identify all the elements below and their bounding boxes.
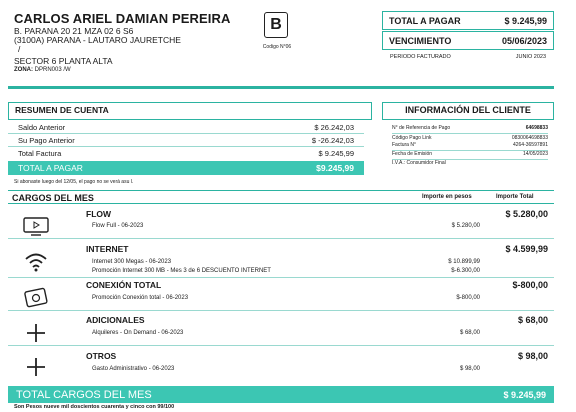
divider	[8, 238, 554, 239]
resumen-row-value: $ 26.242,03	[314, 122, 354, 132]
zona-value: DPRN003 /W	[34, 67, 71, 73]
header-total-value: $ 9.245,99	[504, 15, 547, 26]
cliente-row-value: 64698833	[525, 125, 548, 131]
zona	[14, 67, 71, 73]
wifi-icon	[14, 245, 58, 279]
charge-amount: $ 10.899,99	[448, 259, 480, 265]
address-line-3: /	[18, 44, 21, 54]
cliente-row	[392, 151, 548, 157]
charge-line: Promoción Internet 300 MB - Mes 3 de 6 DESCUENTO INTERNET	[92, 268, 271, 274]
cliente-row-value: 4264-36597891	[512, 142, 548, 148]
section-total-internet: $ 4.599,99	[505, 244, 548, 254]
address-line-1: B. PARANA 20 21 MZA 02 6 S6	[14, 26, 134, 36]
cliente-row-label: Fecha de Emisión	[392, 151, 433, 157]
section-total-conexion: $-800,00	[512, 280, 548, 290]
section-title-conexion: CONEXIÓN TOTAL	[86, 280, 162, 290]
charge-amount: $-6.300,00	[451, 268, 480, 274]
periodo-value: JUNIO 2023	[515, 54, 546, 60]
resumen-title: RESUMEN DE CUENTA	[8, 102, 372, 120]
divider	[8, 345, 554, 346]
section-total-otros: $ 98,00	[517, 351, 548, 361]
header-total-label: TOTAL A PAGAR	[389, 15, 461, 26]
charge-line: Gasto Administrativo - 06-2023	[92, 366, 175, 372]
cliente-title: INFORMACIÓN DEL CLIENTE	[382, 102, 554, 120]
charge-line: Promoción Conexión total - 06-2023	[92, 295, 189, 301]
resumen-row	[8, 134, 364, 146]
header-total-box	[382, 11, 554, 30]
amount-in-words: Son Pesos nueve mil doscientos cuarenta y cinco con 99/100	[14, 404, 175, 410]
charge-amount: $ 68,00	[459, 330, 480, 336]
resumen-row	[8, 121, 364, 133]
divider	[392, 133, 548, 134]
cliente-row-label: Factura N°	[392, 142, 416, 148]
resumen-row-label: Saldo Anterior	[18, 122, 66, 132]
cliente-row-label: I.V.A.: Consumidor Final	[392, 160, 446, 166]
total-cargos-label: TOTAL CARGOS DEL MES	[16, 388, 152, 401]
cliente-row-value: 0830064698833	[511, 135, 548, 141]
periodo-label: PERIODO FACTURADO	[390, 54, 451, 60]
cliente-row-value: 14/05/2023	[522, 151, 548, 157]
header-venc-value: 05/06/2023	[501, 35, 547, 46]
cliente-row-label: Código Pago Link	[392, 135, 432, 141]
section-title-flow: FLOW	[86, 209, 112, 219]
resumen-row-label: Su Pago Anterior	[18, 135, 75, 145]
charge-line: Internet 300 Megas - 06-2023	[92, 259, 172, 265]
resumen-row	[8, 147, 364, 159]
divider	[8, 277, 554, 278]
col-importe: Importe en pesos	[422, 194, 472, 200]
resumen-total-label: TOTAL A PAGAR	[18, 163, 83, 173]
section-total-adicionales: $ 68,00	[517, 315, 548, 325]
charge-amount: $ 5.280,00	[451, 223, 480, 229]
charge-line: Flow Full - 06-2023	[92, 223, 144, 229]
cliente-row	[392, 135, 548, 141]
invoice-letter: B	[264, 12, 288, 38]
resumen-row-label: Total Factura	[18, 148, 62, 158]
resumen-row-value: $ -26.242,03	[311, 135, 354, 145]
charge-line: Alquileres - On Demand - 06-2023	[92, 330, 184, 336]
cliente-row	[392, 125, 548, 131]
section-title-internet: INTERNET	[86, 244, 129, 254]
header-divider	[8, 86, 554, 89]
invoice-code: Codigo N°06	[262, 44, 292, 50]
address-line-2: (3100A) PARANA - LAUTARO JAURETCHE	[14, 35, 181, 45]
resumen-row-value: $ 9.245,99	[318, 148, 354, 158]
cargos-title: CARGOS DEL MES	[12, 193, 94, 203]
cliente-row	[392, 142, 548, 148]
section-title-otros: OTROS	[86, 351, 117, 361]
section-title-adicionales: ADICIONALES	[86, 315, 145, 325]
resumen-total-bar	[8, 161, 364, 175]
charge-amount: $-800,00	[456, 295, 480, 301]
header-venc-label: VENCIMIENTO	[389, 35, 452, 46]
divider	[8, 310, 554, 311]
plus-icon	[14, 350, 58, 384]
customer-name: CARLOS ARIEL DAMIAN PEREIRA	[14, 11, 231, 26]
resumen-total-value: $9.245,99	[316, 163, 354, 173]
total-cargos-value: $ 9.245,99	[503, 389, 546, 400]
charge-amount: $ 98,00	[459, 366, 480, 372]
cliente-row-label: N° de Referencia de Pago	[392, 125, 451, 131]
col-total: Importe Total	[496, 194, 534, 200]
header-venc-box	[382, 31, 554, 50]
address-line-4: SECTOR 6 PLANTA ALTA	[14, 56, 113, 66]
total-cargos-bar	[8, 386, 554, 403]
section-total-flow: $ 5.280,00	[505, 209, 548, 219]
cliente-row	[392, 160, 548, 166]
zona-label: ZONA:	[14, 67, 33, 73]
payment-notice: Si abonaste luego del 12/05, el pago no se verá asu l.	[14, 179, 134, 185]
